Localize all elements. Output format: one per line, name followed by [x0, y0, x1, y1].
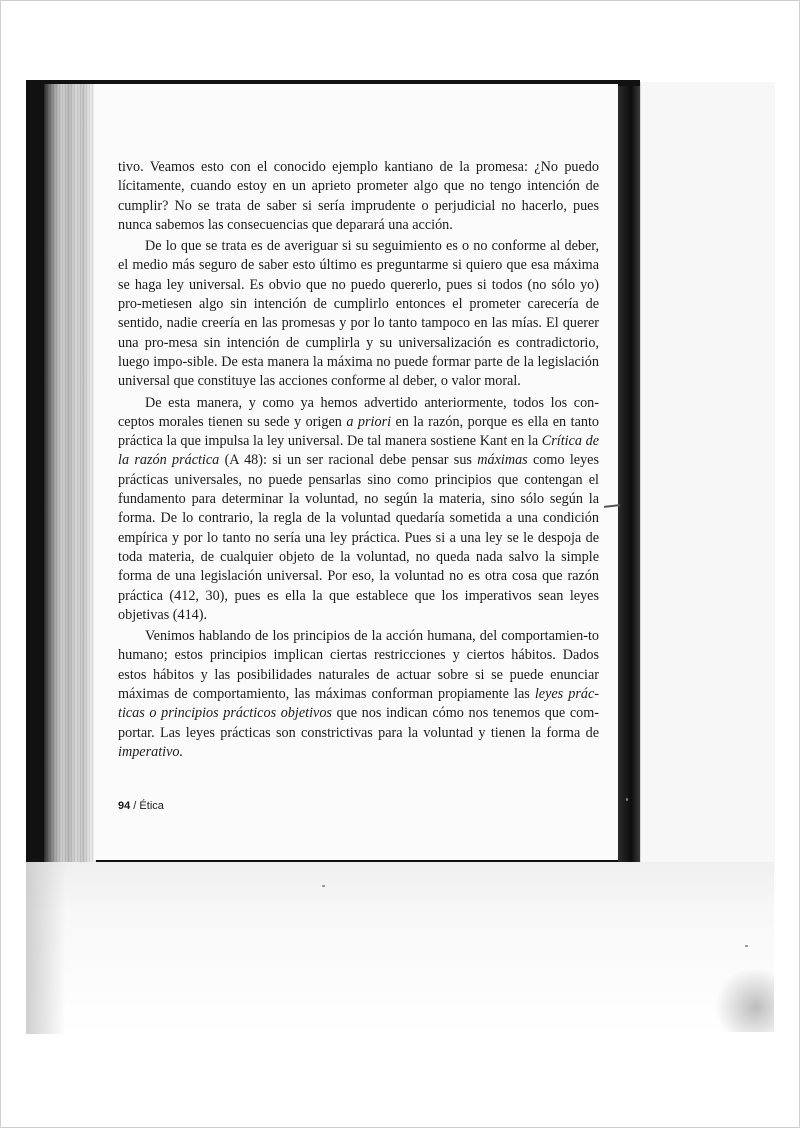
- text-run: De lo que se trata es de averiguar si su seguimiento es o no conforme al deber, el medio más seguro de saber esto último es preguntarme si quiero que esa máxima se haga ley universal. Es obvio que no puedo quererlo, pues si todos (no sólo yo) pro-metiesen algo sin intención de cumplirlo entonces el prometer carecería de sentido, nadie creería en las promesas y por lo tanto tampoco en las mías. El querer una pro-mesa sin intención de cumplirla y su universalización es contradictorio, luego impo-sible. De esta manera la máxima no puede formar parte de la legislación universal que constituye las acciones conforme al deber, o valor moral.: [118, 238, 599, 390]
- text-run: tivo. Veamos esto con el conocido ejemplo kantiano de la promesa: ¿No puedo lícitamente, cuando estoy en un aprieto prometer algo que no tengo intención de cumplir? No se trata de saber si sería imprudente o perjudicial no hacerlo, pues nunca sabemos las consecuencias que deparará una acción.: [118, 159, 599, 233]
- adjacent-page: [640, 82, 775, 870]
- italic-text: máximas: [477, 452, 528, 469]
- scan-speck: [745, 945, 748, 947]
- footer-section: Ética: [139, 800, 164, 812]
- italic-text: imperativo.: [118, 743, 184, 760]
- page-footer: [118, 800, 164, 812]
- paragraph-1: [118, 158, 599, 235]
- book-binding-edge: [618, 86, 640, 862]
- italic-text: Crítica de la razón práctica: [118, 433, 599, 469]
- text-run: como leyes prácticas universales, no puede pensarlas sino como principios que contengan el fundamento para determinar la voluntad, no según la materia, sino sólo según la forma. De lo contrario, la regla de la voluntad quedaría sometida a una condición empírica y por lo tanto no sería una ley práctica. Pues si a una ley se le despoja de toda materia, de cualquier objeto de la voluntad, no queda nada salvo la simple forma de una legislación universal. Por eso, la voluntad no es otra cosa que razón práctica (412, 30), pues es ella la que establece que los imperativos sean leyes objetivas (414).: [118, 452, 599, 623]
- paragraph-3: [118, 394, 599, 626]
- page-number: 94: [118, 800, 131, 812]
- paragraph-2: [118, 237, 599, 391]
- lower-scan-area: [26, 862, 774, 1034]
- scan-speck: [322, 885, 325, 887]
- text-run: que nos indican cómo nos tenemos que com-portar. Las leyes prácticas son constrictivas para la voluntad y tienen la forma de: [118, 705, 599, 741]
- footer-separator: /: [130, 800, 140, 812]
- text-run: (A 48): si un ser racional debe pensar sus: [219, 452, 478, 469]
- scan-corner-shadow: [712, 970, 774, 1032]
- text-run: en la razón, porque es ella en tanto práctica la que impulsa la ley universal. De tal manera sostiene Kant en la: [118, 413, 599, 450]
- body-text: [118, 158, 599, 762]
- paragraph-4: [118, 627, 599, 762]
- scan-speck: [626, 798, 628, 801]
- italic-text: leyes prác-ticas o principios prácticos objetivos: [118, 686, 600, 722]
- text-run: Venimos hablando de los principios de la acción humana, del comportamien-to humano; estos principios implican ciertas restricciones y ciertos hábitos. Dados estos hábitos y las posibilidades naturales de actuar sobre si se puede enunciar máximas de comportamiento, las máximas conforman propiamente las: [118, 628, 599, 703]
- italic-text: a priori: [346, 413, 392, 430]
- text-run: De esta manera, y como ya hemos advertido anteriormente, todos los con-ceptos morales tienen su sede y origen: [118, 394, 599, 430]
- book-page-edges: [44, 84, 96, 862]
